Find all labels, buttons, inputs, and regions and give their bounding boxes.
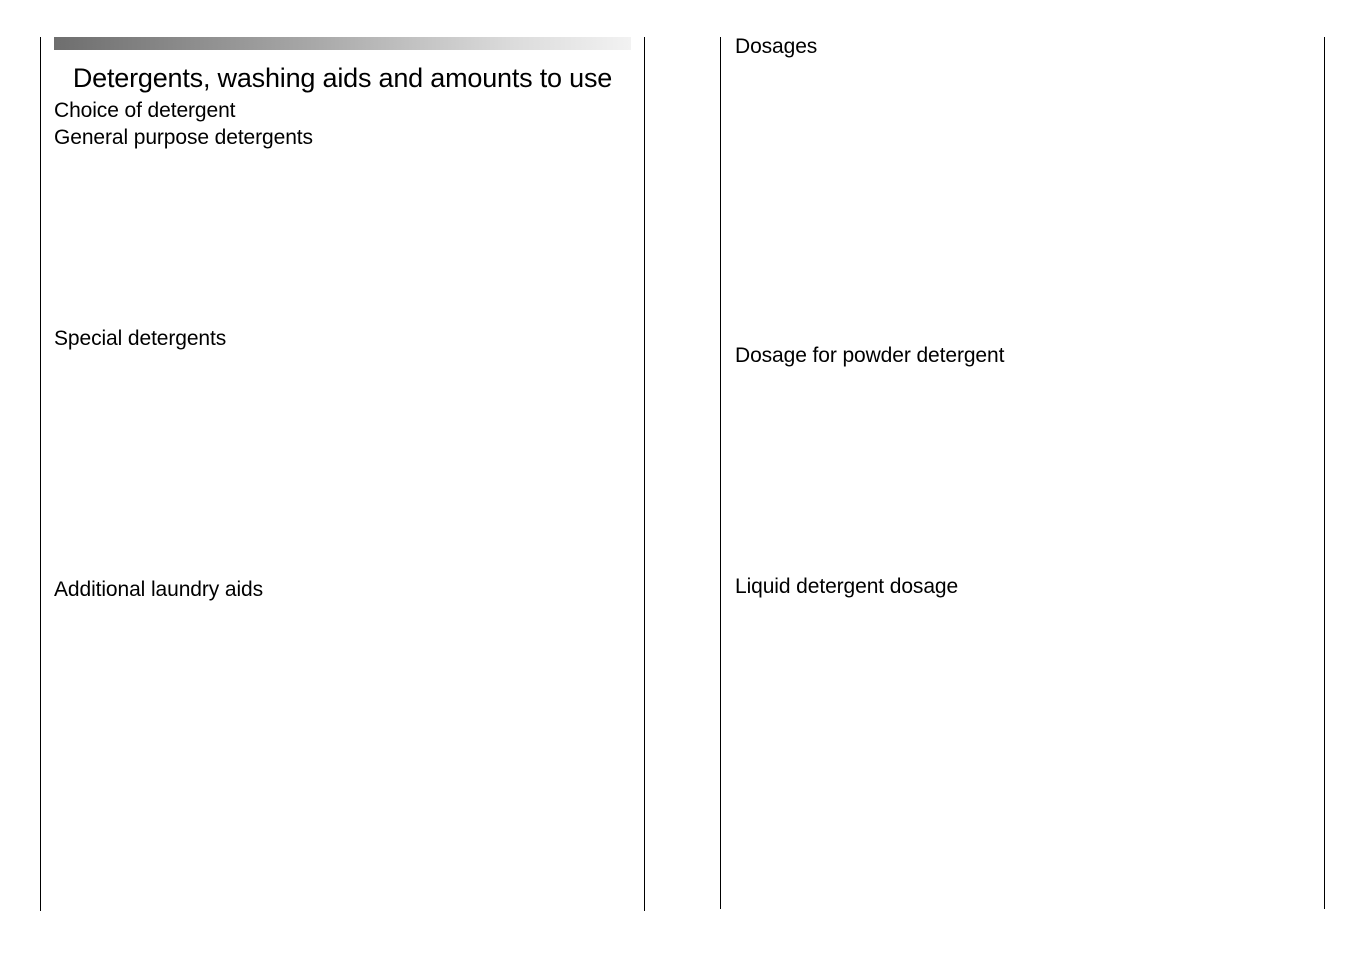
heading-choice-of-detergent: Choice of detergent bbox=[54, 99, 236, 122]
heading-dosages: Dosages bbox=[735, 35, 818, 58]
heading-additional-laundry-aids: Additional laundry aids bbox=[54, 578, 264, 601]
heading-liquid-detergent-dosage: Liquid detergent dosage bbox=[735, 575, 959, 598]
right-column-right-rule bbox=[1324, 37, 1325, 909]
heading-special-detergents: Special detergents bbox=[54, 327, 227, 350]
left-column-right-rule bbox=[644, 37, 645, 911]
page-title: Detergents, washing aids and amounts to use bbox=[72, 63, 613, 93]
left-column-left-rule bbox=[40, 37, 41, 911]
section-header-bar bbox=[54, 37, 631, 50]
heading-dosage-for-powder-detergent: Dosage for powder detergent bbox=[735, 344, 1005, 367]
right-column-left-rule bbox=[720, 37, 721, 909]
heading-general-purpose-detergents: General purpose detergents bbox=[54, 126, 313, 149]
